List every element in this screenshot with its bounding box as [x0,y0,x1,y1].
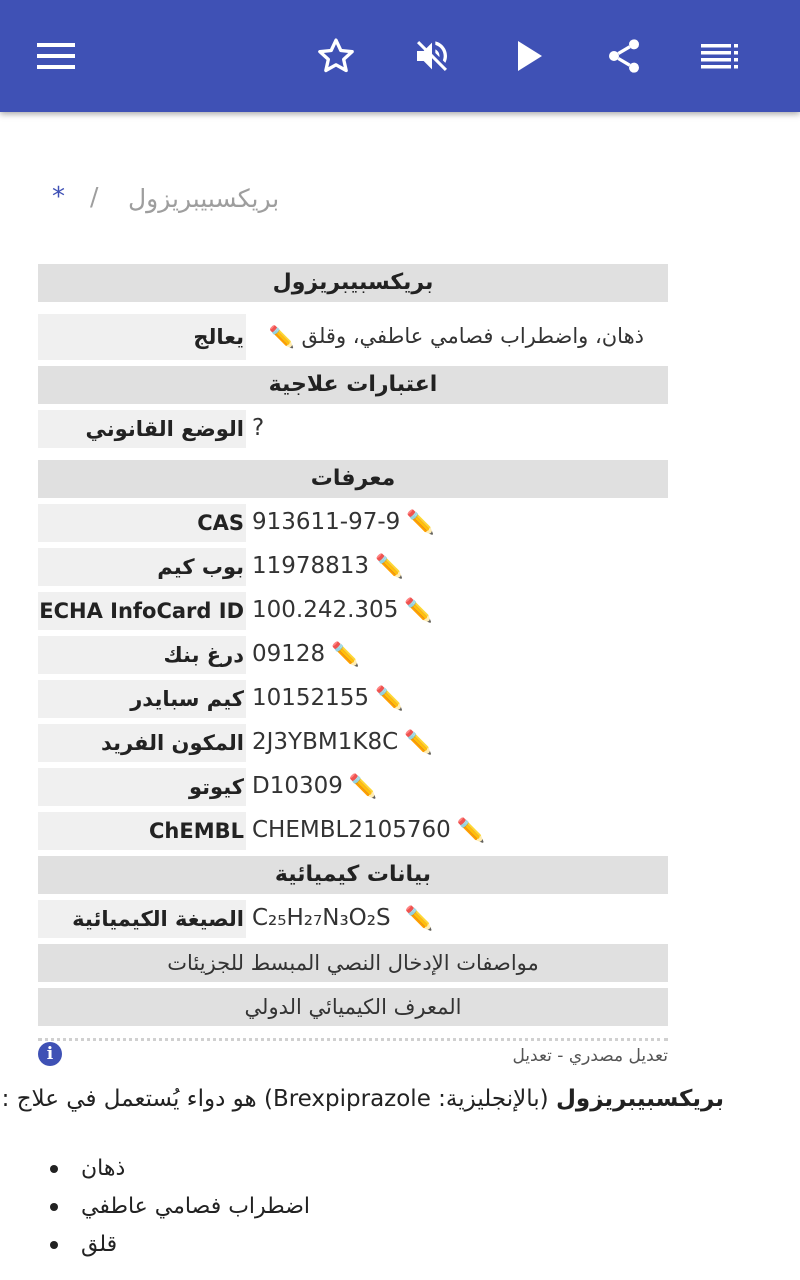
identifier-value [252,680,404,718]
edit-pencil-icon[interactable]: ✏️ [348,773,378,800]
identifier-label: بوب كيم [38,548,246,586]
treats-text: ذهان، واضطراب فصامي عاطفي، وقلق [301,324,644,348]
breadcrumb [52,180,292,224]
star-outline-icon [316,36,356,76]
smiles-toggle[interactable]: مواصفات الإدخال النصي المبسط للجزيئات [38,944,668,982]
identifier-label: ChEMBL [38,812,246,850]
mute-button[interactable] [400,24,464,88]
edit-pencil-icon[interactable]: ✏️ [375,685,404,712]
share-button[interactable] [592,24,656,88]
play-icon [516,39,544,73]
identifier-label: درغ بنك [38,636,246,674]
edit-pencil-icon[interactable]: ✏️ [404,597,433,624]
bullet-icon [50,1203,58,1211]
identifier-value [252,812,485,850]
bullet-icon [50,1241,58,1249]
identifier-label: ECHA InfoCard ID [38,592,246,630]
bullet-icon [50,1165,58,1173]
article-english-name: (بالإنجليزية: Brexpiprazole) [263,1086,549,1112]
play-button[interactable] [498,24,562,88]
edit-pencil-icon[interactable]: ✏️ [456,817,486,844]
volume-off-icon [412,36,452,76]
breadcrumb-root[interactable]: * [52,182,65,212]
treats-label: يعالج [38,314,246,360]
article-intro-text: هو دواء يُستعمل في علاج : [1,1086,257,1112]
infobox-title: بريكسبيبريزول [38,264,668,302]
identifier-label: كيم سبايدر [38,680,246,718]
list-item-link[interactable]: قلق [81,1232,118,1257]
identifier-value [252,548,404,586]
breadcrumb-separator: / [90,182,99,211]
identifier-label: المكون الفريد [38,724,246,762]
identifier-label: كيوتو [38,768,246,806]
contents-button[interactable] [688,24,752,88]
identifier-value [252,768,378,806]
identifier-link[interactable]: 100.242.305 [252,597,399,623]
identifier-value [252,504,435,542]
legal-status-label: الوضع القانوني [38,410,246,448]
bookmark-button[interactable] [304,24,368,88]
share-icon [604,36,644,76]
article-drug-name: بريكسبيبريزول [555,1086,724,1112]
list-item-link[interactable]: اضطراب فصامي عاطفي [81,1194,311,1219]
info-icon[interactable]: i [38,1042,62,1066]
therapeutic-header: اعتبارات علاجية [38,366,668,404]
infobox-divider [38,1038,668,1041]
identifier-link[interactable]: 913611-97-9 [252,509,401,535]
inchi-toggle[interactable]: المعرف الكيميائي الدولي [38,988,668,1026]
identifier-link[interactable]: 11978813 [252,553,370,579]
edit-pencil-icon[interactable]: ✏️ [268,325,295,349]
edit-pencil-icon[interactable]: ✏️ [331,641,360,668]
identifier-value [252,724,433,762]
identifier-link[interactable]: 2J3YBM1K8C [252,729,399,755]
identifier-link[interactable]: CHEMBL2105760 [252,817,451,843]
hamburger-menu-icon [37,42,75,70]
treats-value [252,318,644,356]
article-intro [1,1082,724,1116]
formula-label: الصيغة الكيميائية [38,900,246,938]
identifier-value [252,592,433,630]
chemical-data-header: بيانات كيميائية [38,856,668,894]
app-bar [0,0,800,112]
identifiers-header: معرفات [38,460,668,498]
table-of-contents-icon [701,42,739,70]
edit-pencil-icon[interactable]: ✏️ [404,729,433,756]
identifier-link[interactable]: 09128 [252,641,326,667]
edit-links[interactable]: تعديل مصدري - تعديل [512,1046,668,1066]
identifier-link[interactable]: 10152155 [252,685,370,711]
identifier-label: CAS [38,504,246,542]
breadcrumb-current-page: بريكسبيبريزول [128,184,280,213]
edit-pencil-icon[interactable]: ✏️ [406,509,435,536]
identifier-value [252,636,360,674]
formula-value [252,900,433,938]
legal-status-value: ? [252,415,265,441]
menu-button[interactable] [24,24,88,88]
list-item-link[interactable]: ذهان [81,1156,126,1181]
infobox-row-treats [38,314,668,360]
identifier-link[interactable]: D10309 [252,773,343,799]
edit-pencil-icon[interactable]: ✏️ [375,553,404,580]
formula-text: C₂₅H₂₇N₃O₂S [252,905,391,931]
edit-pencil-icon[interactable]: ✏️ [404,905,434,932]
